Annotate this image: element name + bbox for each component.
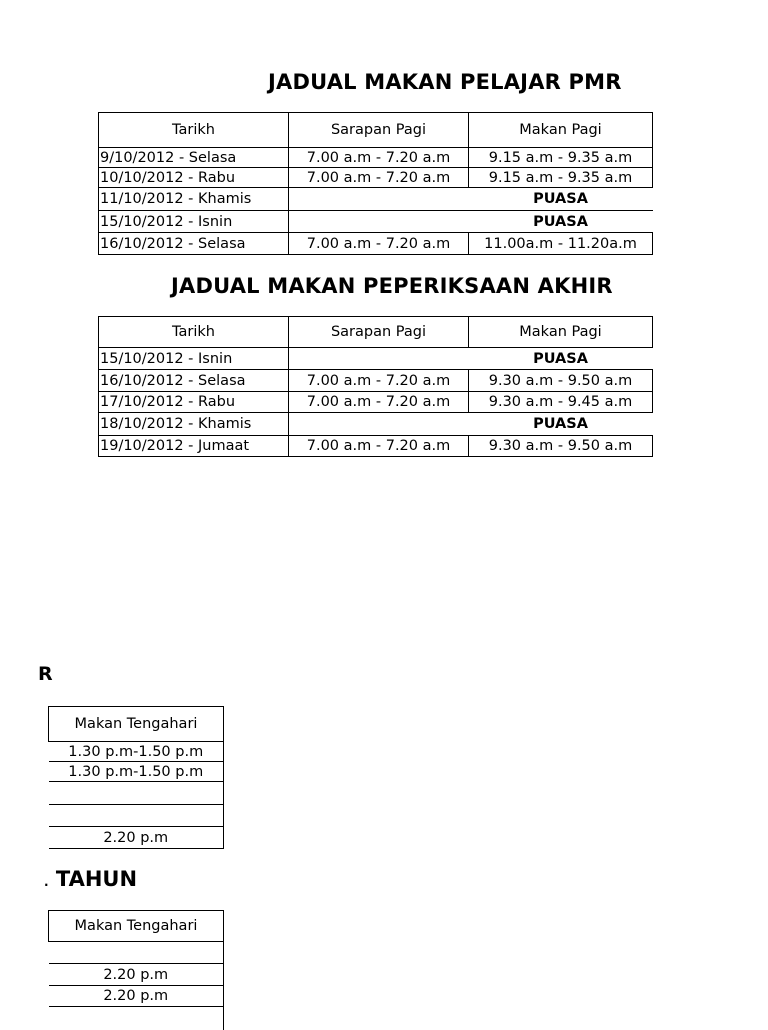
cell-sarapan: 7.00 a.m - 7.20 a.m <box>289 233 469 255</box>
cell-makan-tengahari <box>49 1007 224 1030</box>
header-makan-pagi: Makan Pagi <box>469 113 653 148</box>
makan-tengahari-table-2 <box>48 910 224 1030</box>
cell-tarikh: 11/10/2012 - Khamis <box>99 188 289 211</box>
table2-title: JADUAL MAKAN PEPERIKSAAN AKHIR <box>171 274 613 298</box>
table-row <box>99 211 653 233</box>
cell-makan: 9.15 a.m - 9.35 a.m <box>469 168 653 188</box>
table-row <box>49 1007 224 1030</box>
cell-puasa: PUASA <box>469 413 653 436</box>
table-row <box>99 168 653 188</box>
table-row <box>99 413 653 436</box>
cell-makan-tengahari: 2.20 p.m <box>49 964 224 986</box>
cell-makan: 9.30 a.m - 9.50 a.m <box>469 370 653 392</box>
header-makan-tengahari: Makan Tengahari <box>49 911 224 942</box>
cell-sarapan: 7.00 a.m - 7.20 a.m <box>289 370 469 392</box>
table-row <box>99 392 653 413</box>
cell-tarikh: 10/10/2012 - Rabu <box>99 168 289 188</box>
header-sarapan-pagi: Sarapan Pagi <box>289 317 469 348</box>
cell-tarikh: 16/10/2012 - Selasa <box>99 233 289 255</box>
cell-makan: 9.30 a.m - 9.50 a.m <box>469 436 653 457</box>
cell-tarikh: 15/10/2012 - Isnin <box>99 211 289 233</box>
table-header-row <box>49 911 224 942</box>
cell-tarikh: 17/10/2012 - Rabu <box>99 392 289 413</box>
cell-tarikh: 9/10/2012 - Selasa <box>99 148 289 168</box>
cell-makan-tengahari: 1.30 p.m-1.50 p.m <box>49 742 224 762</box>
cell-empty <box>289 211 469 233</box>
cell-makan-tengahari: 2.20 p.m <box>49 986 224 1007</box>
schedule-table-pmr <box>98 112 653 255</box>
table1-title: JADUAL MAKAN PELAJAR PMR <box>268 70 622 94</box>
header-tarikh: Tarikh <box>99 317 289 348</box>
cell-makan-tengahari <box>49 942 224 964</box>
cell-sarapan: 7.00 a.m - 7.20 a.m <box>289 436 469 457</box>
table-header-row <box>99 317 653 348</box>
cell-tarikh: 15/10/2012 - Isnin <box>99 348 289 370</box>
cell-sarapan: 7.00 a.m - 7.20 a.m <box>289 148 469 168</box>
table-row <box>49 827 224 849</box>
cell-tarikh: 19/10/2012 - Jumaat <box>99 436 289 457</box>
table-row <box>99 348 653 370</box>
cell-makan: 9.30 a.m - 9.45 a.m <box>469 392 653 413</box>
cutoff-letter: R <box>38 663 53 685</box>
cell-puasa: PUASA <box>469 188 653 211</box>
cell-makan-tengahari: 2.20 p.m <box>49 827 224 849</box>
cell-puasa: PUASA <box>469 211 653 233</box>
table-row <box>99 370 653 392</box>
table-row <box>49 942 224 964</box>
tahun-title-fragment <box>44 867 137 891</box>
table-row <box>49 964 224 986</box>
tahun-title: TAHUN <box>55 867 138 891</box>
cell-empty <box>289 188 469 211</box>
cell-makan-tengahari <box>49 782 224 805</box>
schedule-table-peperiksaan <box>98 316 653 457</box>
cell-makan: 9.15 a.m - 9.35 a.m <box>469 148 653 168</box>
table-row <box>49 986 224 1007</box>
table-header-row <box>99 113 653 148</box>
header-makan-tengahari: Makan Tengahari <box>49 707 224 742</box>
cutoff-dot: . <box>44 875 49 889</box>
cell-makan-tengahari <box>49 805 224 827</box>
table-row <box>99 148 653 168</box>
table-row <box>99 233 653 255</box>
cell-puasa: PUASA <box>469 348 653 370</box>
table-row <box>49 805 224 827</box>
cutoff-title-fragment <box>38 663 53 685</box>
header-sarapan-pagi: Sarapan Pagi <box>289 113 469 148</box>
header-tarikh: Tarikh <box>99 113 289 148</box>
cell-sarapan: 7.00 a.m - 7.20 a.m <box>289 168 469 188</box>
table-row <box>49 782 224 805</box>
makan-tengahari-table-1 <box>48 706 224 849</box>
table-row <box>49 742 224 762</box>
cell-tarikh: 18/10/2012 - Khamis <box>99 413 289 436</box>
cell-tarikh: 16/10/2012 - Selasa <box>99 370 289 392</box>
cell-makan: 11.00a.m - 11.20a.m <box>469 233 653 255</box>
cell-sarapan: 7.00 a.m - 7.20 a.m <box>289 392 469 413</box>
cell-empty <box>289 413 469 436</box>
table-row <box>99 436 653 457</box>
header-makan-pagi: Makan Pagi <box>469 317 653 348</box>
table-row <box>99 188 653 211</box>
table-header-row <box>49 707 224 742</box>
cell-empty <box>289 348 469 370</box>
table-row <box>49 762 224 782</box>
cell-makan-tengahari: 1.30 p.m-1.50 p.m <box>49 762 224 782</box>
